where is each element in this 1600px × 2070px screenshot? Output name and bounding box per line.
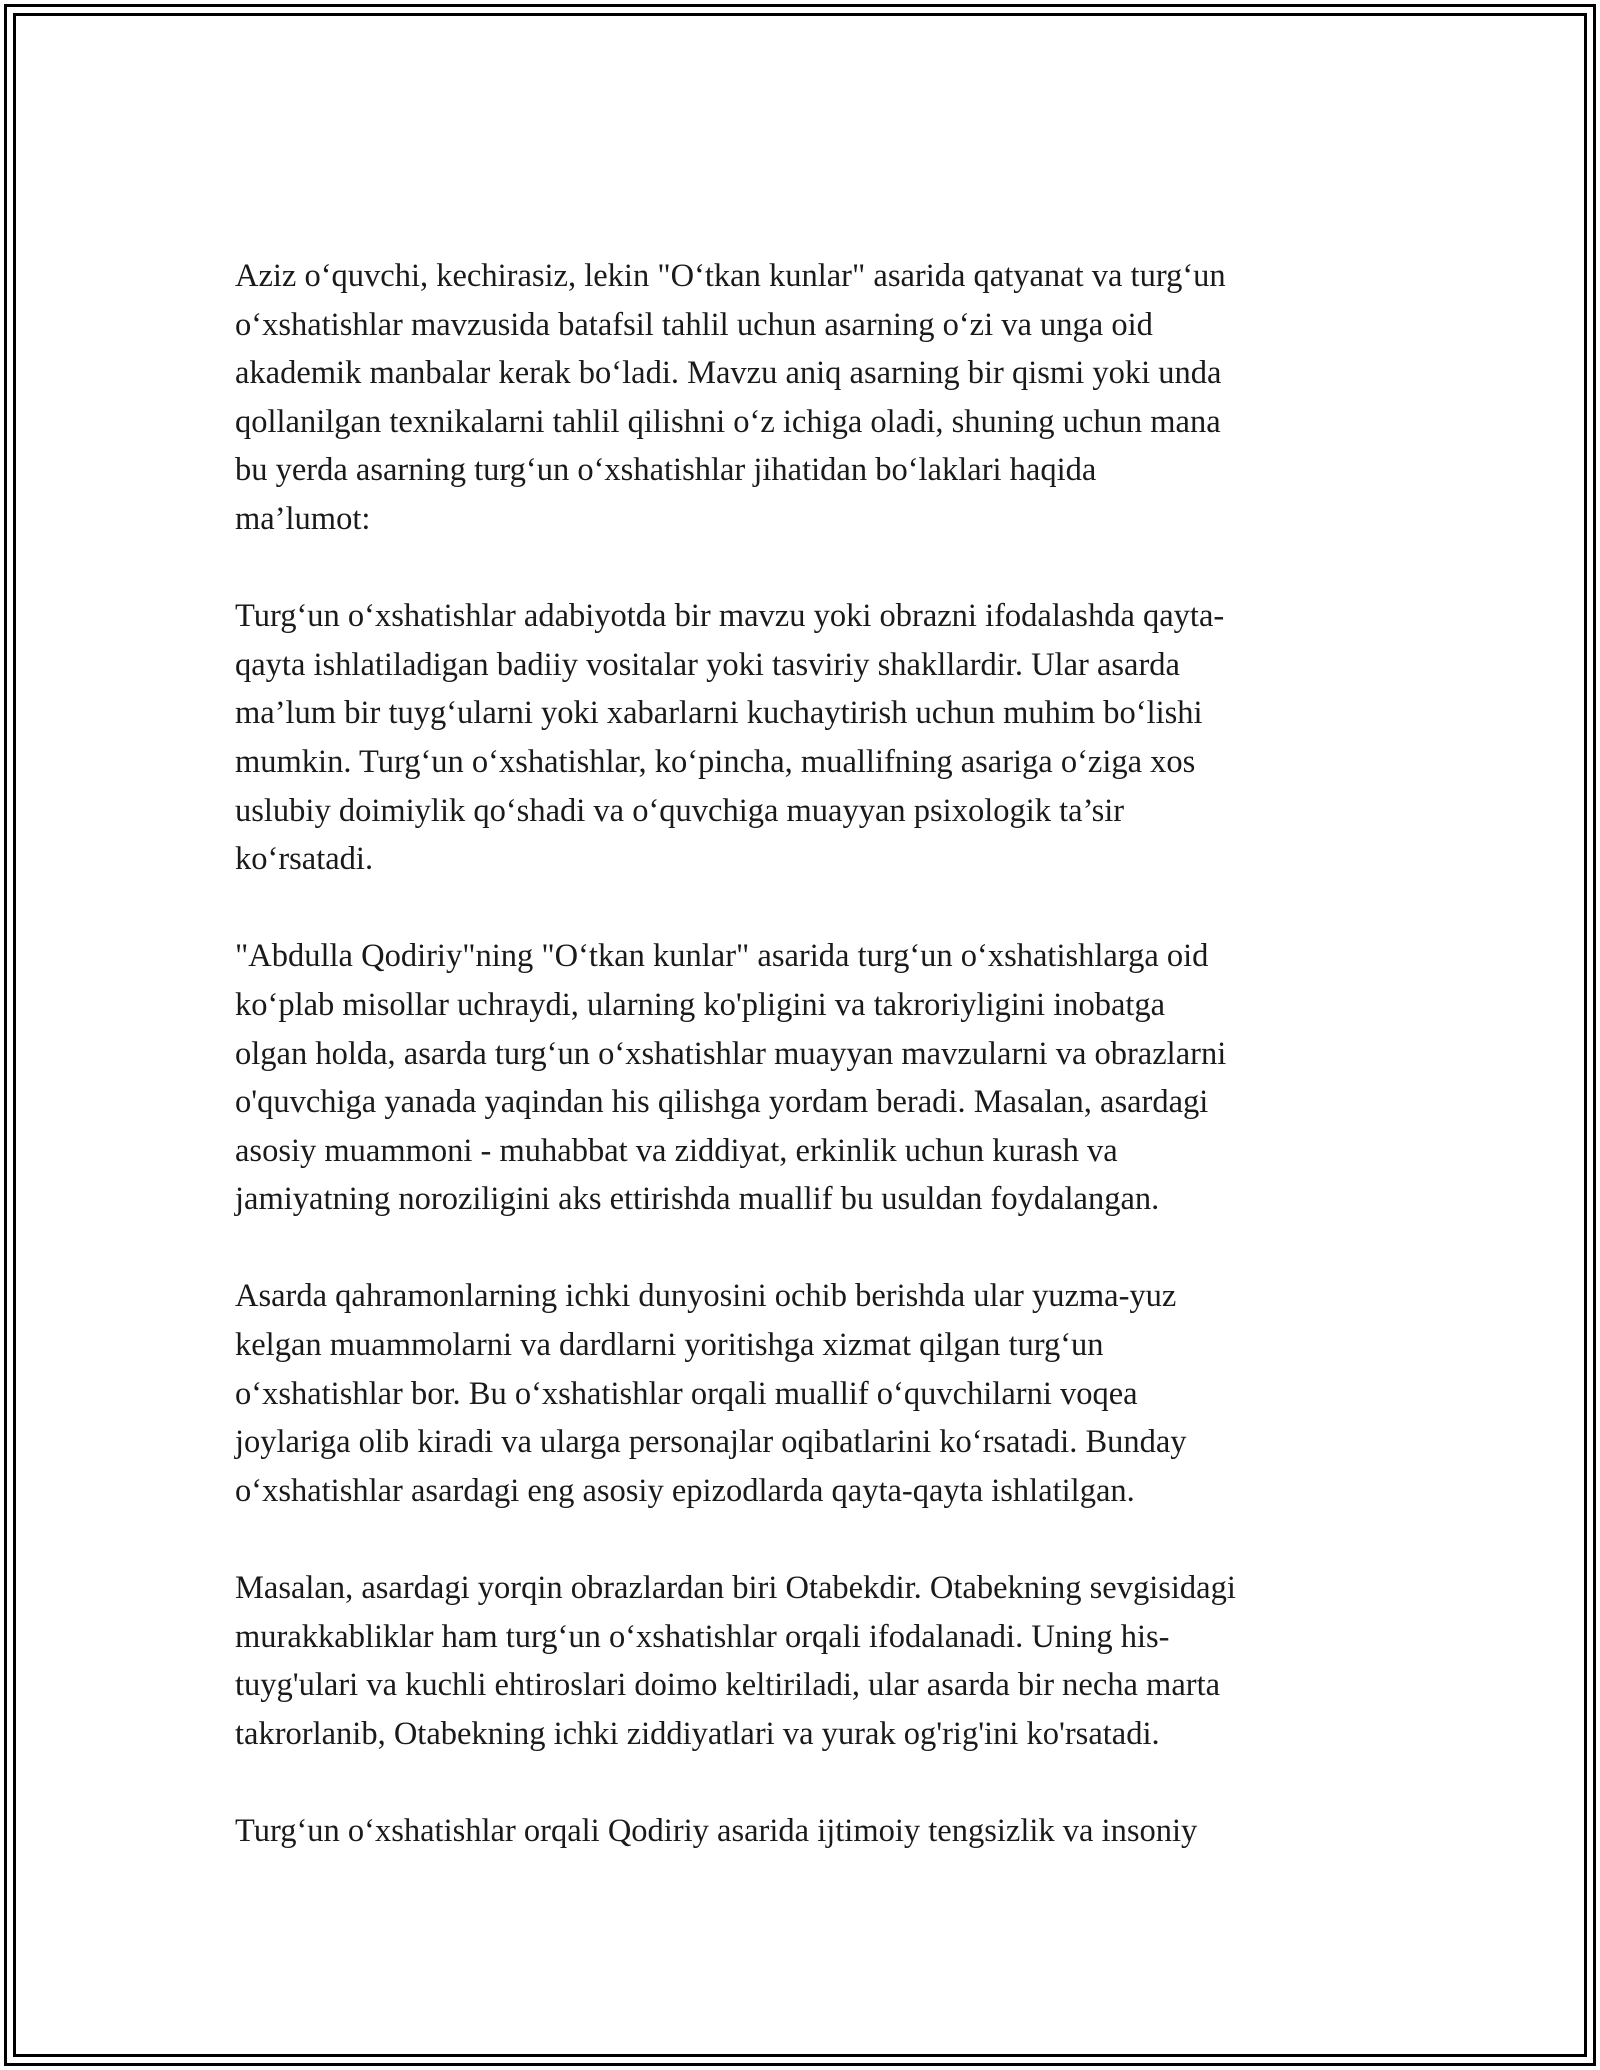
text-line: qollanilgan texnikalarni tahlil qilishni o‘z ichiga oladi, shuning uchun mana (235, 403, 1221, 440)
text-line: tuyg'ulari va kuchli ehtiroslari doimo keltiriladi, ular asarda bir necha marta (235, 1667, 1221, 1704)
text-line: Turg‘un o‘xshatishlar orqali Qodiriy asarida ijtimoiy tengsizlik va insoniy (235, 1813, 1198, 1849)
text-line: Turg‘un o‘xshatishlar adabiyotda bir mavzu yoki obrazni ifodalashda qayta- (235, 598, 1225, 635)
paragraph-characters (235, 1272, 1395, 1515)
paragraph-social (235, 1807, 1395, 1856)
text-line: Masalan, asardagi yorqin obrazlardan biri Otabekdir. Otabekning sevgisidagi (235, 1570, 1236, 1607)
text-line: ma’lum bir tuyg‘ularni yoki xabarlarni kuchaytirish uchun muhim bo‘lishi (235, 695, 1203, 732)
text-line: asosiy muammoni - muhabbat va ziddiyat, erkinlik uchun kurash va (235, 1132, 1118, 1169)
text-line: joylariga olib kiradi va ularga personajlar oqibatlarini ko‘rsatadi. Bunday (235, 1424, 1187, 1461)
text-line: o'quvchiga yanada yaqindan his qilishga yordam beradi. Masalan, asardagi (235, 1084, 1209, 1121)
text-line: o‘xshatishlar mavzusida batafsil tahlil uchun asarning o‘zi va unga oid (235, 306, 1153, 343)
text-line: ko‘plab misollar uchraydi, ularning ko'pligini va takroriyligini inobatga (235, 986, 1166, 1023)
paragraph-otabek (235, 1564, 1395, 1758)
text-line: Aziz o‘quvchi, kechirasiz, lekin "O‘tkan kunlar" asarida qatyanat va turg‘un (235, 258, 1226, 294)
text-line: ma’lumot: (235, 500, 371, 537)
paragraph-intro (235, 252, 1395, 544)
text-line: mumkin. Turg‘un o‘xshatishlar, ko‘pincha, muallifning asariga o‘ziga xos (235, 743, 1196, 780)
text-line: ko‘rsatadi. (235, 841, 374, 878)
document-body (235, 252, 1395, 1856)
paragraph-examples (235, 932, 1395, 1224)
text-line: bu yerda asarning turg‘un o‘xshatishlar jihatidan bo‘laklari haqida (235, 452, 1097, 489)
text-line: takrorlanib, Otabekning ichki ziddiyatlari va yurak og'rig'ini ko'rsatadi. (235, 1715, 1160, 1752)
text-line: qayta ishlatiladigan badiiy vositalar yoki tasviriy shakllardir. Ular asarda (235, 646, 1180, 683)
text-line: murakkabliklar ham turg‘un o‘xshatishlar orqali ifodalanadi. Uning his- (235, 1618, 1170, 1655)
text-line: akademik manbalar kerak bo‘ladi. Mavzu aniq asarning bir qismi yoki unda (235, 355, 1222, 392)
text-line: o‘xshatishlar asardagi eng asosiy epizodlarda qayta-qayta ishlatilgan. (235, 1472, 1135, 1509)
text-line: "Abdulla Qodiriy"ning "O‘tkan kunlar" asarida turg‘un o‘xshatishlarga oid (235, 938, 1209, 975)
text-line: jamiyatning noroziligini aks ettirishda muallif bu usuldan foydalangan. (235, 1181, 1160, 1218)
text-line: o‘xshatishlar bor. Bu o‘xshatishlar orqali muallif o‘quvchilarni voqea (235, 1375, 1138, 1412)
text-line: olgan holda, asarda turg‘un o‘xshatishlar muayyan mavzularni va obrazlarni (235, 1035, 1227, 1072)
text-line: Asarda qahramonlarning ichki dunyosini ochib berishda ular yuzma-yuz (235, 1278, 1177, 1315)
text-line: uslubiy doimiylik qo‘shadi va o‘quvchiga muayyan psixologik ta’sir (235, 792, 1125, 829)
text-line: kelgan muammolarni va dardlarni yoritishga xizmat qilgan turg‘un (235, 1327, 1104, 1364)
paragraph-definition (235, 592, 1395, 884)
